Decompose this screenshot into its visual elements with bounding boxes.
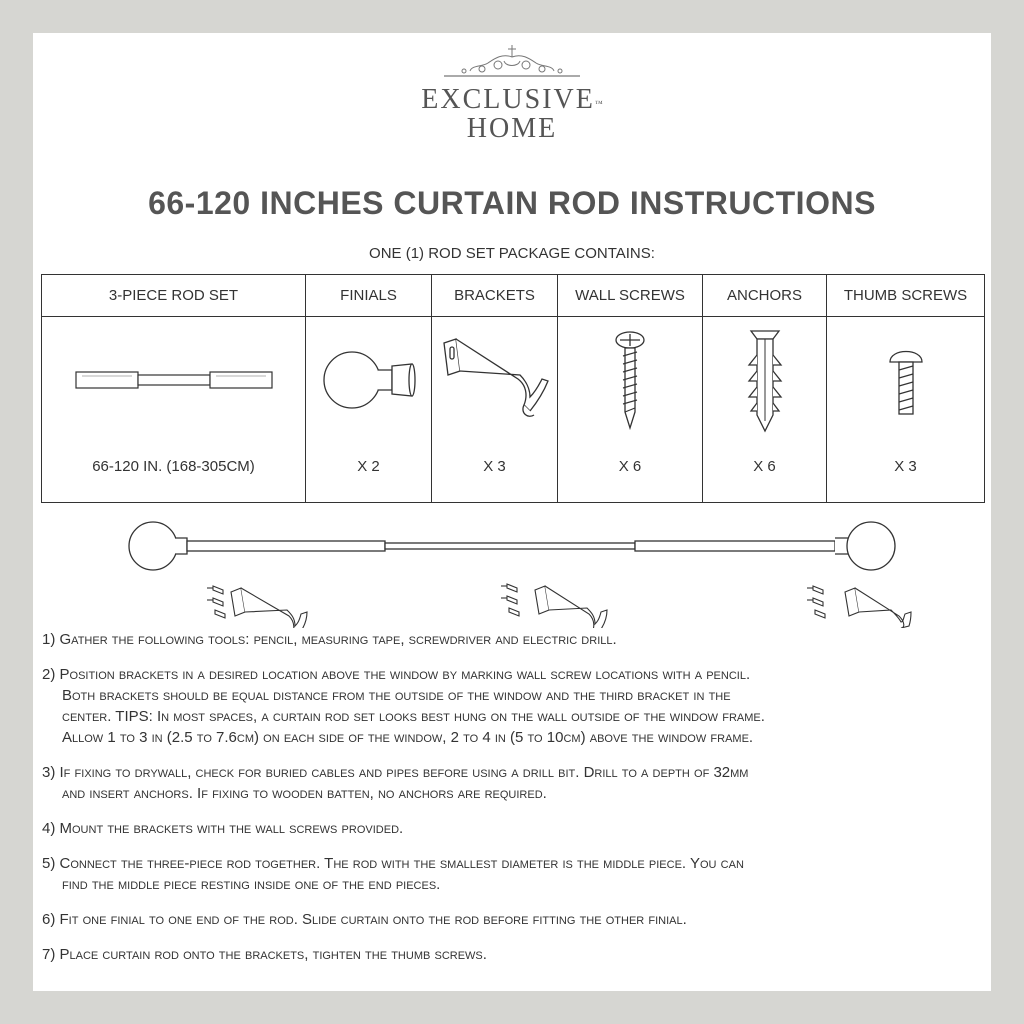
qty-finials: X 2 xyxy=(357,458,380,475)
table-content-row xyxy=(42,317,985,503)
instruction-sheet xyxy=(33,33,991,991)
qty-thumb-screws: X 3 xyxy=(894,458,917,475)
cell-finials xyxy=(306,317,432,503)
bracket-group-middle xyxy=(501,584,607,628)
instruction-step xyxy=(42,944,987,965)
instruction-step xyxy=(42,664,987,748)
bracket-icon xyxy=(438,335,552,425)
instruction-steps xyxy=(42,629,987,979)
bracket-group-right xyxy=(807,586,911,628)
rod-set-icon xyxy=(74,368,274,392)
cell-brackets xyxy=(432,317,558,503)
qty-anchors: X 6 xyxy=(753,458,776,475)
brand-logo xyxy=(33,43,991,143)
step-line: 2) Position brackets in a desired location above the window by marking wall screw locations with a pencil. xyxy=(42,666,751,683)
rod-left-piece xyxy=(187,541,385,551)
step-line: Both brackets should be equal distance from the outside of the window and the third bracket in the xyxy=(62,687,731,704)
ornament-icon xyxy=(442,43,582,79)
package-contents-table xyxy=(41,274,985,503)
page-title: 66-120 INCHES CURTAIN ROD INSTRUCTIONS xyxy=(148,185,876,221)
header-rod-set: 3-PIECE ROD SET xyxy=(42,275,306,317)
trademark-mark: ™ xyxy=(594,99,603,108)
brand-line-2: HOME xyxy=(466,113,558,144)
anchor-icon xyxy=(743,325,787,435)
cell-rod-set xyxy=(42,317,306,503)
step-line: 6) Fit one finial to one end of the rod. Slide curtain onto the rod before fitting the other finial. xyxy=(42,911,687,928)
instruction-step xyxy=(42,818,987,839)
wall-screw-icon xyxy=(610,328,650,432)
header-thumb-screws: THUMB SCREWS xyxy=(827,275,985,317)
header-anchors: ANCHORS xyxy=(703,275,827,317)
right-finial xyxy=(847,522,895,570)
step-line: 1) Gather the following tools: pencil, measuring tape, screwdriver and electric drill. xyxy=(42,631,617,648)
header-finials: FINIALS xyxy=(306,275,432,317)
qty-wall-screws: X 6 xyxy=(618,458,642,475)
step-line: center. TIPS: In most spaces, a curtain rod set looks best hung on the wall outside of the window frame. xyxy=(62,708,765,725)
instruction-step xyxy=(42,909,987,930)
step-line: 3) If fixing to drywall, check for buried cables and pipes before using a drill bit. Drill to a depth of 32mm xyxy=(42,764,749,781)
step-line: 4) Mount the brackets with the wall screws provided. xyxy=(42,820,404,837)
header-wall-screws: WALL SCREWS xyxy=(558,275,703,317)
step-line: 7) Place curtain rod onto the brackets, tighten the thumb screws. xyxy=(42,946,487,963)
instruction-step xyxy=(42,853,987,895)
package-heading: ONE (1) ROD SET PACKAGE CONTAINS: xyxy=(369,245,655,262)
step-line: 5) Connect the three-piece rod together. The rod with the smallest diameter is the middle piece. You can xyxy=(42,855,744,872)
step-line: and insert anchors. If fixing to wooden batten, no anchors are required. xyxy=(62,785,547,802)
bracket-group-left xyxy=(207,586,307,628)
rod-middle-piece xyxy=(385,543,635,549)
step-line: find the middle piece resting inside one of the end pieces. xyxy=(62,876,441,893)
cell-thumb-screws xyxy=(827,317,985,503)
rod-right-piece xyxy=(635,541,835,551)
instruction-step xyxy=(42,629,987,650)
qty-brackets: X 3 xyxy=(483,458,506,475)
header-brackets: BRACKETS xyxy=(432,275,558,317)
finial-icon xyxy=(316,340,422,420)
brand-line-1: EXCLUSIVE xyxy=(421,84,595,115)
instruction-step xyxy=(42,762,987,804)
thumb-screw-icon xyxy=(886,342,926,418)
cell-anchors xyxy=(703,317,827,503)
qty-rod-set: 66-120 IN. (168-305CM) xyxy=(92,458,255,475)
assembly-diagram xyxy=(123,518,913,628)
step-line: Allow 1 to 3 in (2.5 to 7.6cm) on each side of the window, 2 to 4 in (5 to 10cm) above the window frame. xyxy=(62,729,754,746)
left-finial xyxy=(129,522,177,570)
cell-wall-screws xyxy=(558,317,703,503)
table-header-row xyxy=(42,275,985,317)
